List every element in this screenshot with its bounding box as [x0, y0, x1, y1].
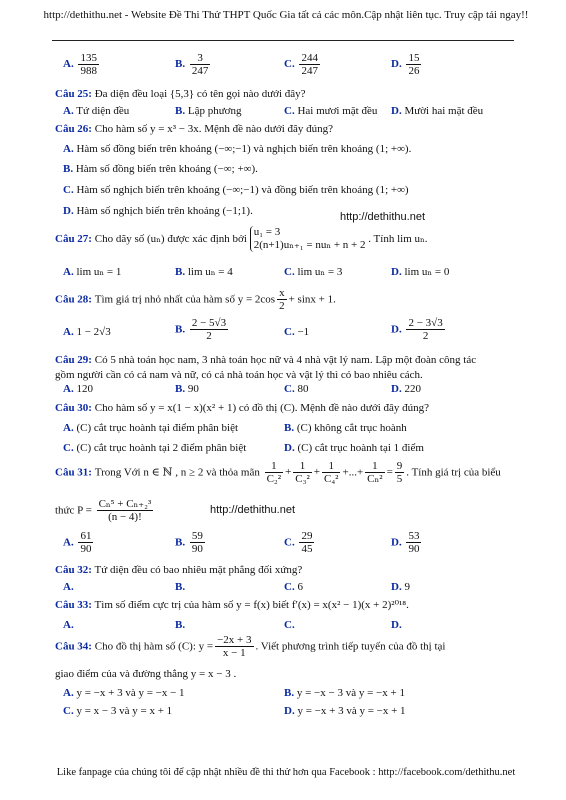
fraction: $\frac{1}{\text{C₃²}}$	[295, 460, 310, 485]
q33-option-a: A.	[63, 619, 74, 631]
q25-stem: Câu 25: Đa diện đều loại {5,3} có tên gọi nào dưới đây?	[55, 88, 306, 100]
q32-option-b: B.	[175, 581, 186, 593]
q25-option-b: B. Lập phương	[175, 105, 242, 117]
q33-stem: Câu 33: Tìm số điểm cực trị của hàm số y = f(x) biết f′(x) = x(x² − 1)(x + 2)²⁰¹⁸.	[55, 599, 409, 611]
fraction: $\frac{29}{45}$	[301, 530, 313, 555]
fraction: $\frac{\text{Cₙ⁵ + Cₙ₊₂³}}{(n - 4)!}$	[98, 498, 152, 523]
fraction: $\frac{x}{2}$	[279, 287, 285, 312]
q34-options-row2	[0, 704, 566, 718]
q34-option-a: A. y = −x + 3 và y = −x − 1	[63, 687, 185, 699]
q34-option-d: D. y = −x + 3 và y = −x + 1	[284, 705, 406, 717]
q30-option-d: D. (C) cắt trục hoành tại 1 điểm	[284, 442, 424, 454]
q24-option-a: A. $\frac{135}{988}$	[63, 52, 97, 77]
q28-option-d: D. $\frac{2 - 3√3}{2}$	[391, 317, 443, 342]
fraction: $\frac{244}{247}$	[301, 52, 318, 77]
q25-option-c: C. Hai mươi mặt đều	[284, 105, 378, 117]
q24-option-c: C. $\frac{244}{247}$	[284, 52, 318, 77]
q32-stem: Câu 32: Tứ diện đều có bao nhiêu mặt phẳng đối xứng?	[55, 564, 303, 576]
q29-stem-line1: Câu 29: Có 5 nhà toán học nam, 3 nhà toán học nữ và 4 nhà vật lý nam. Lập một đoàn công tác	[55, 354, 477, 366]
q27-options	[0, 265, 566, 279]
q31-expression: thức P = $\frac{\text{Cₙ⁵ + Cₙ₊₂³}}{(n - 4)!}$	[55, 498, 152, 523]
q29-options	[0, 382, 566, 396]
q30-option-c: C. (C) cắt trục hoành tại 2 điểm phân biệt	[63, 442, 247, 454]
q26-option-c: C. Hàm số nghịch biến trên khoảng (−∞;−1) và đồng biến trên khoảng (1; +∞)	[63, 184, 409, 196]
fraction: $\frac{1}{\text{C₄²}}$	[324, 460, 339, 485]
fraction: $\frac{2 - 3√3}{2}$	[408, 317, 443, 342]
q33-option-d: D.	[391, 619, 402, 631]
q26-option-d: D. Hàm số nghịch biến trên khoảng (−1;1).	[63, 205, 253, 217]
q27-option-c: C. lim uₙ = 3	[284, 266, 343, 278]
q30-options-row1	[0, 421, 566, 435]
watermark-link[interactable]: http://dethithu.net	[340, 211, 426, 223]
q34-option-b: B. y = −x − 3 và y = −x + 1	[284, 687, 405, 699]
q25-option-d: D. Mười hai mặt đều	[391, 105, 484, 117]
fraction: $\frac{-2x + 3}{x - 1}$	[217, 634, 252, 659]
q31-option-d: D. $\frac{53}{90}$	[391, 530, 420, 555]
q30-option-b: B. (C) không cắt trục hoành	[284, 422, 407, 434]
q31-option-b: B. $\frac{59}{90}$	[175, 530, 203, 555]
fraction: $\frac{59}{90}$	[191, 530, 203, 555]
q30-option-a: A. (C) cắt trục hoành tại điểm phân biệt	[63, 422, 239, 434]
q31-option-a: A. $\frac{61}{90}$	[63, 530, 92, 555]
fraction: $\frac{9}{5}$	[396, 460, 403, 485]
q30-stem: Câu 30: Cho hàm số y = x(1 − x)(x² + 1) có đồ thị (C). Mệnh đề nào dưới đây đúng?	[55, 402, 430, 414]
q33-options	[0, 618, 566, 632]
q27-option-a: A. lim uₙ = 1	[63, 266, 122, 278]
q32-options	[0, 580, 566, 594]
q28-options	[0, 317, 566, 347]
q28-stem: Câu 28: Tìm giá trị nhỏ nhất của hàm số y = 2cos $\frac{x}{2}$ + sinx + 1.	[55, 287, 336, 312]
q29-option-c: C. 80	[284, 383, 309, 395]
q27-option-b: B. lim uₙ = 4	[175, 266, 233, 278]
q29-option-d: D. 220	[391, 383, 421, 395]
fraction: $\frac{1}{\text{C₂²}}$	[266, 460, 282, 485]
q32-option-a: A.	[63, 581, 74, 593]
q29-option-b: B. 90	[175, 383, 199, 395]
q30-options-row2	[0, 441, 566, 455]
q24-option-d: D. $\frac{15}{26}$	[391, 52, 420, 77]
fraction: $\frac{1}{\text{Cₙ²}}$	[367, 460, 383, 485]
q25-options	[0, 104, 566, 118]
equation-system: u₁ = 3 2(n+1)uₙ₊₁ = nuₙ + n + 2	[250, 226, 366, 252]
q31-option-c: C. $\frac{29}{45}$	[284, 530, 313, 555]
fraction: $\frac{61}{90}$	[80, 530, 92, 555]
q32-option-d: D. 9	[391, 581, 410, 593]
page-header: http://dethithu.net - Website Đề Thi Thử THPT Quốc Gia tất cả các môn.Cập nhật liên tục. Truy cập tải ngay!!	[43, 9, 529, 21]
q34-stem: Câu 34: Cho đồ thị hàm số (C): y = $\frac{-2x + 3}{x - 1}$ . Viết phương trình tiếp tuyến của đồ thị tại	[55, 634, 446, 659]
fraction: $\frac{2 - 5√3}{2}$	[191, 317, 227, 342]
q24-options	[0, 52, 566, 84]
q32-option-c: C. 6	[284, 581, 303, 593]
page-footer: Like fanpage của chúng tôi để cập nhật nhiều đề thi thử hơn qua Facebook : http://facebook.com/dethithu.net	[56, 767, 516, 778]
q34-option-c: C. y = x − 3 và y = x + 1	[63, 705, 173, 717]
q29-option-a: A. 120	[63, 383, 93, 395]
q31-stem: Câu 31: Trong Với n ∈ ℕ , n ≥ 2 và thỏa mãn $\frac{1}{\text{C₂²}}$ + $\frac{1}{\text{C₃²}}$ + $\frac{1}{\text{C₄²}}$ +...+ $\frac{1}{\text{Cₙ²}}$ = $\frac{9}{5}$ . Tính giá trị của biểu	[55, 460, 501, 485]
q31-options	[0, 530, 566, 560]
fraction: $\frac{135}{988}$	[80, 52, 97, 77]
q27-option-d: D. lim uₙ = 0	[391, 266, 450, 278]
fraction: $\frac{15}{26}$	[408, 52, 420, 77]
q26-option-b: B. Hàm số đồng biến trên khoảng (−∞; +∞).	[63, 163, 258, 175]
q28-option-b: B. $\frac{2 - 5√3}{2}$	[175, 317, 227, 342]
fraction: $\frac{53}{90}$	[408, 530, 420, 555]
q27-stem: Câu 27: Cho dãy số (uₙ) được xác định bởi u₁ = 3 2(n+1)uₙ₊₁ = nuₙ + n + 2 . Tính lim uₙ.	[55, 226, 428, 251]
q24-option-b: B. $\frac{3}{247}$	[175, 52, 209, 77]
q29-stem-line2: gồm người cần có cả nam và nữ, có cả nhà toán học và vật lý thì có bao nhiêu cách.	[55, 369, 423, 381]
q25-option-a: A. Tứ diện đều	[63, 105, 130, 117]
q26-stem: Câu 26: Cho hàm số y = x³ − 3x. Mệnh đề nào dưới đây đúng?	[55, 123, 334, 135]
q34-options-row1	[0, 686, 566, 700]
q34-stem-line2: giao điểm của và đường thẳng y = x − 3 .	[55, 668, 237, 680]
q26-option-a: A. Hàm số đồng biến trên khoảng (−∞;−1) và nghịch biến trên khoảng (1; +∞).	[63, 143, 412, 155]
header-rule	[52, 40, 514, 41]
watermark-link[interactable]: http://dethithu.net	[210, 504, 296, 516]
q33-option-c: C.	[284, 619, 295, 631]
fraction: $\frac{3}{247}$	[191, 52, 209, 77]
q28-option-a: A. 1 − 2√3	[63, 326, 111, 338]
q33-option-b: B.	[175, 619, 186, 631]
q28-option-c: C. −1	[284, 326, 310, 338]
